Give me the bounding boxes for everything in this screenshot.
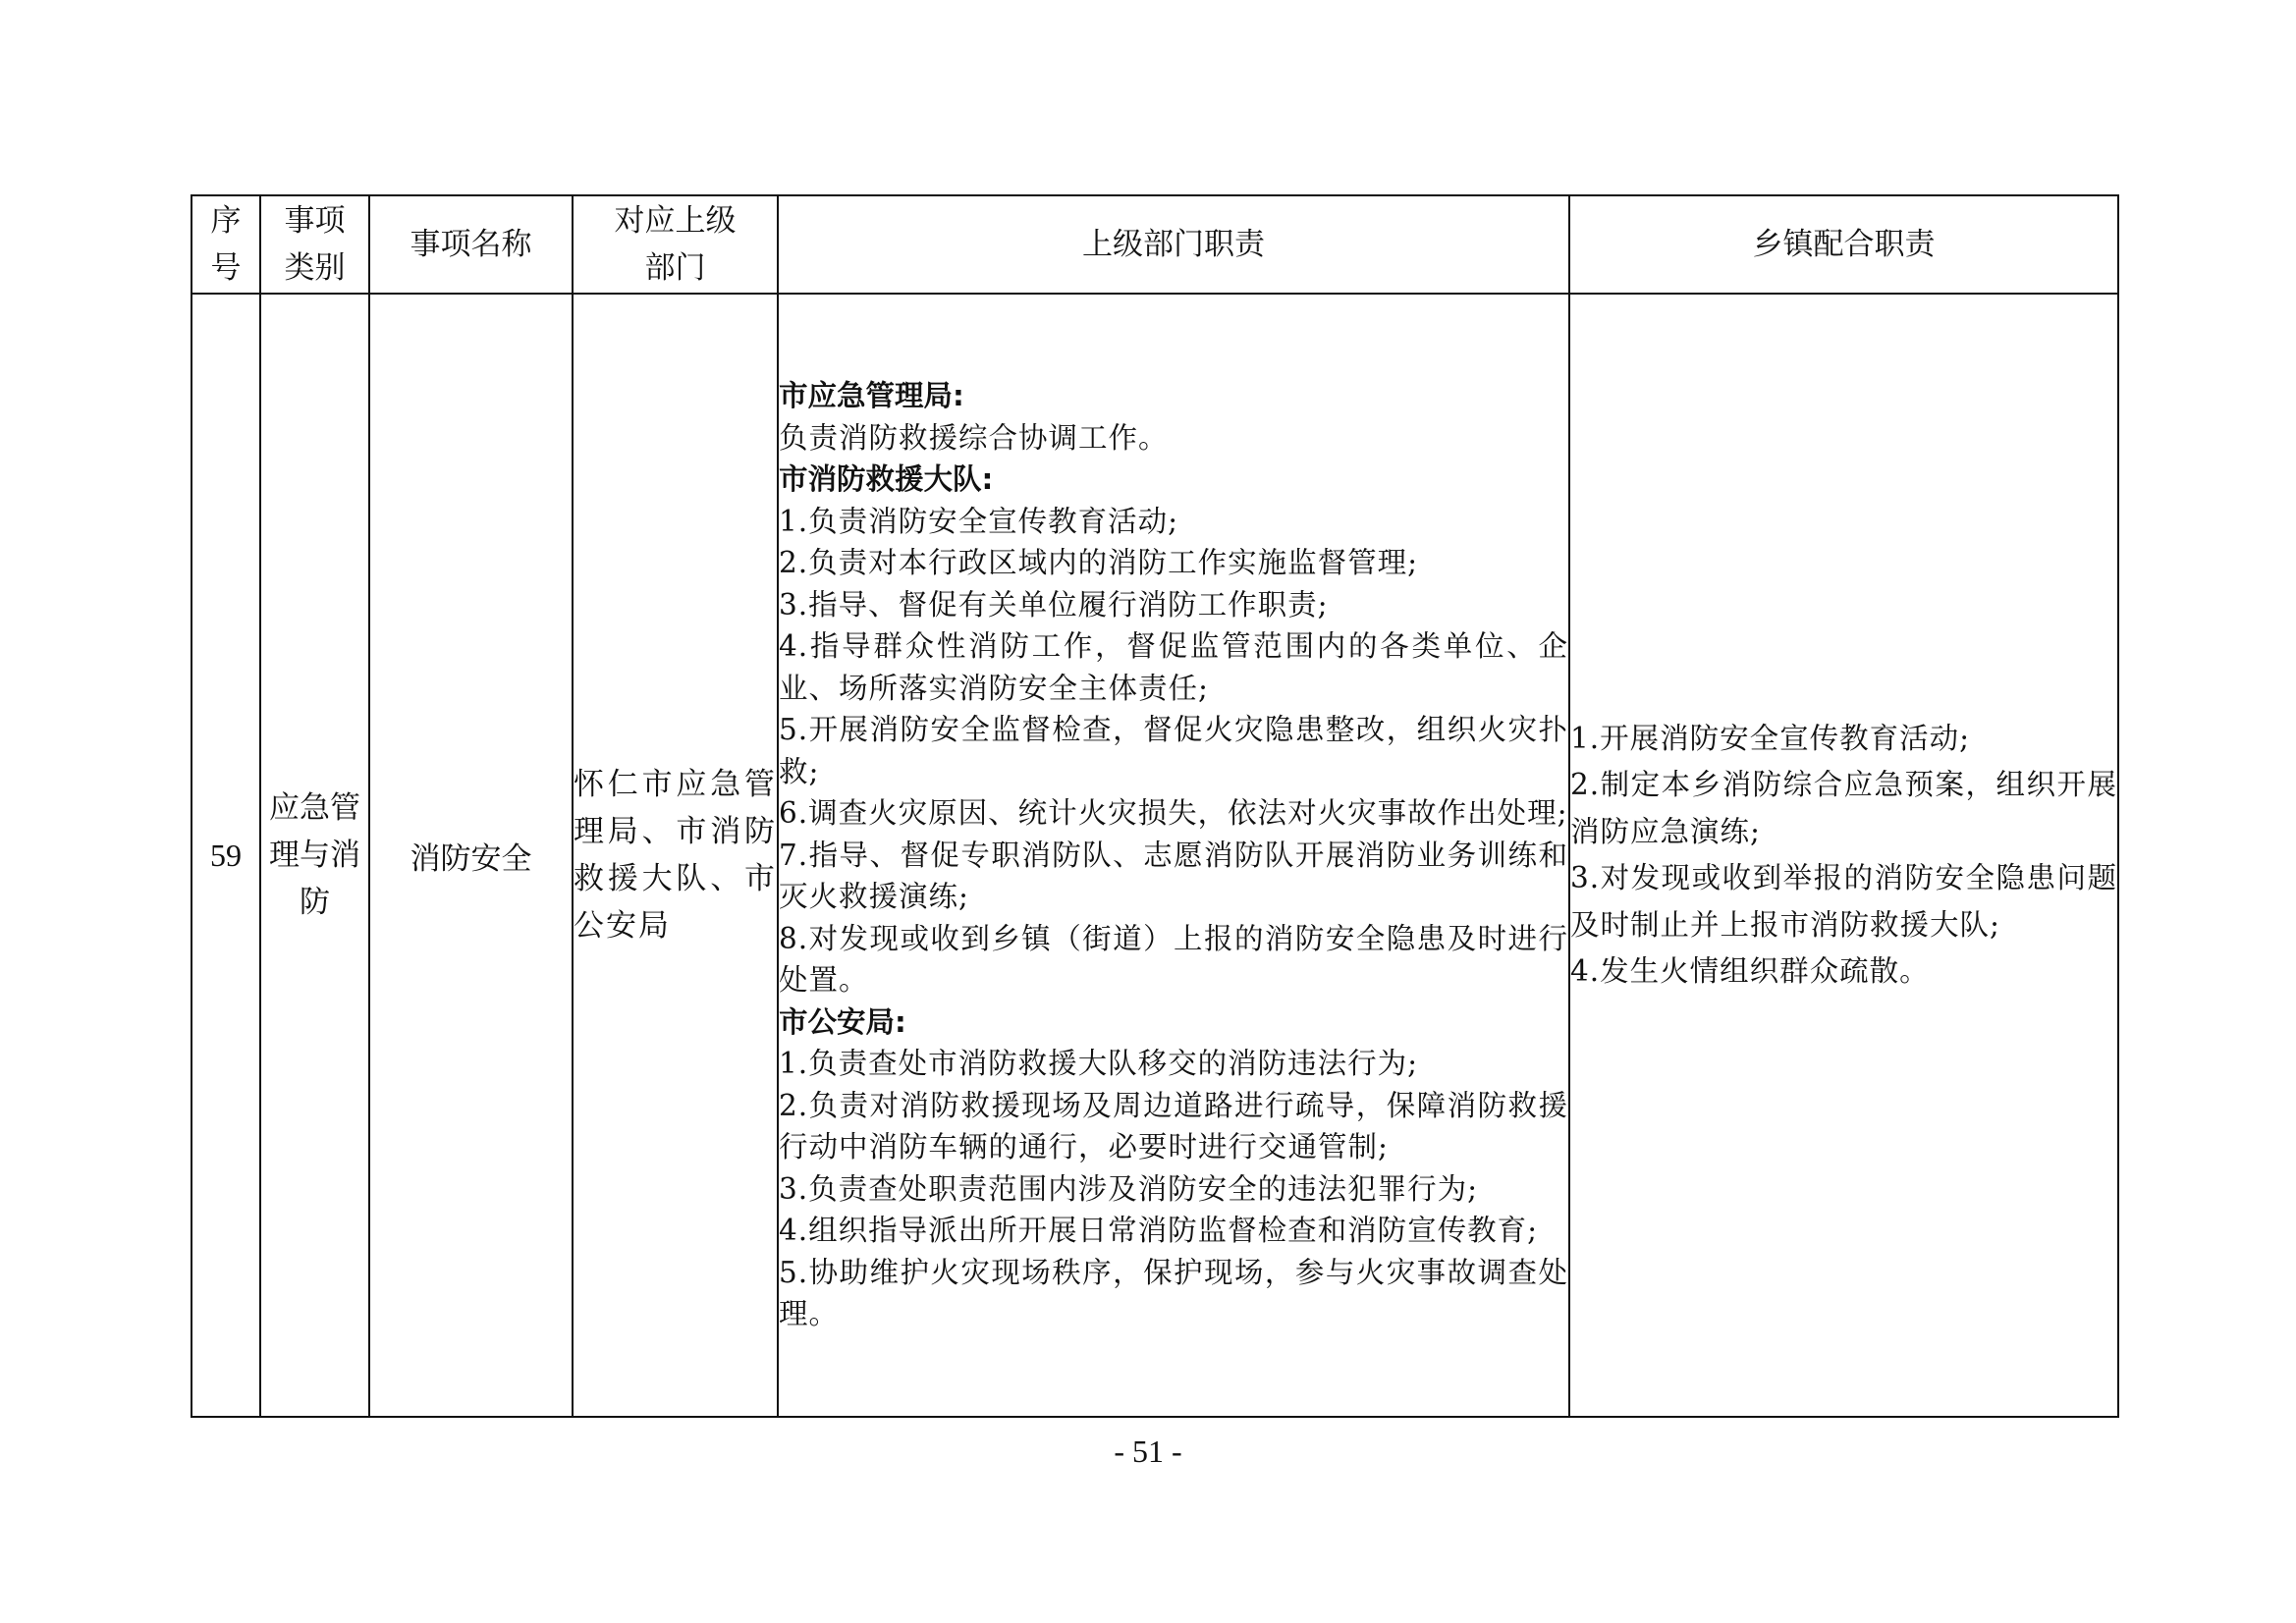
duty-item: 4.组织指导派出所开展日常消防监督检查和消防宣传教育; [779, 1214, 1539, 1248]
duty-item: 2.负责对消防救援现场及周边道路进行疏导，保障消防救援行动中消防车辆的通行，必要时进行交通管制; [779, 1088, 1568, 1164]
duty-item: 7.指导、督促专职消防队、志愿消防队开展消防业务训练和灭火救援演练; [779, 838, 1568, 914]
town-duty-item: 4.发生火情组织群众疏散。 [1570, 954, 1930, 988]
row-item-name: 消防安全 [369, 294, 573, 1417]
section-title: 市公安局: [779, 1004, 906, 1039]
duties-table [191, 194, 2119, 1418]
row-upper-duties [778, 294, 1569, 1417]
duty-item: 2.负责对本行政区域内的消防工作实施监督管理; [779, 546, 1419, 580]
section-title: 市消防救援大队: [779, 462, 994, 497]
duty-item: 负责消防救援综合协调工作。 [779, 420, 1169, 455]
row-seq: 59 [191, 294, 260, 1417]
duty-item: 3.指导、督促有关单位履行消防工作职责; [779, 587, 1329, 622]
duty-item: 5.协助维护火灾现场秩序，保护现场，参与火灾事故调查处理。 [779, 1255, 1568, 1331]
duty-item: 1.负责查处市消防救援大队移交的消防违法行为; [779, 1047, 1419, 1081]
upper-duties-section-fire-brigade [779, 459, 1568, 1001]
duty-item: 6.调查火灾原因、统计火灾损失，依法对火灾事故作出处理; [779, 796, 1568, 831]
town-duty-item: 2.制定本乡消防综合应急预案，组织开展消防应急演练; [1570, 768, 2117, 848]
header-town-duties: 乡镇配合职责 [1569, 195, 2118, 294]
header-dept: 对应上级部门 [573, 195, 778, 294]
header-seq: 序号 [191, 195, 260, 294]
upper-duties-section-emergency [779, 375, 1568, 459]
page-number: - 51 - [1114, 1434, 1182, 1469]
row-dept: 怀仁市应急管理局、市消防救援大队、市公安局 [573, 294, 778, 1417]
row-category: 应急管理与消防 [260, 294, 369, 1417]
town-duty-item: 1.开展消防安全宣传教育活动; [1570, 721, 1971, 755]
row-town-duties [1569, 294, 2118, 1417]
duty-item: 1.负责消防安全宣传教育活动; [779, 504, 1179, 538]
duty-item: 3.负责查处职责范围内涉及消防安全的违法犯罪行为; [779, 1171, 1479, 1206]
table-row [191, 294, 2118, 1417]
header-item-name: 事项名称 [369, 195, 573, 294]
section-title: 市应急管理局: [779, 379, 964, 413]
upper-duties-section-police [779, 1001, 1568, 1335]
duty-item: 4.指导群众性消防工作，督促监管范围内的各类单位、企业、场所落实消防安全主体责任; [779, 629, 1568, 705]
header-category: 事项类别 [260, 195, 369, 294]
town-duty-item: 3.对发现或收到举报的消防安全隐患问题及时制止并上报市消防救援大队; [1570, 861, 2117, 942]
table-header-row [191, 195, 2118, 294]
header-upper-duties: 上级部门职责 [778, 195, 1569, 294]
duty-item: 8.对发现或收到乡镇（街道）上报的消防安全隐患及时进行处置。 [779, 921, 1568, 998]
duty-item: 5.开展消防安全监督检查，督促火灾隐患整改，组织火灾扑救; [779, 713, 1568, 788]
